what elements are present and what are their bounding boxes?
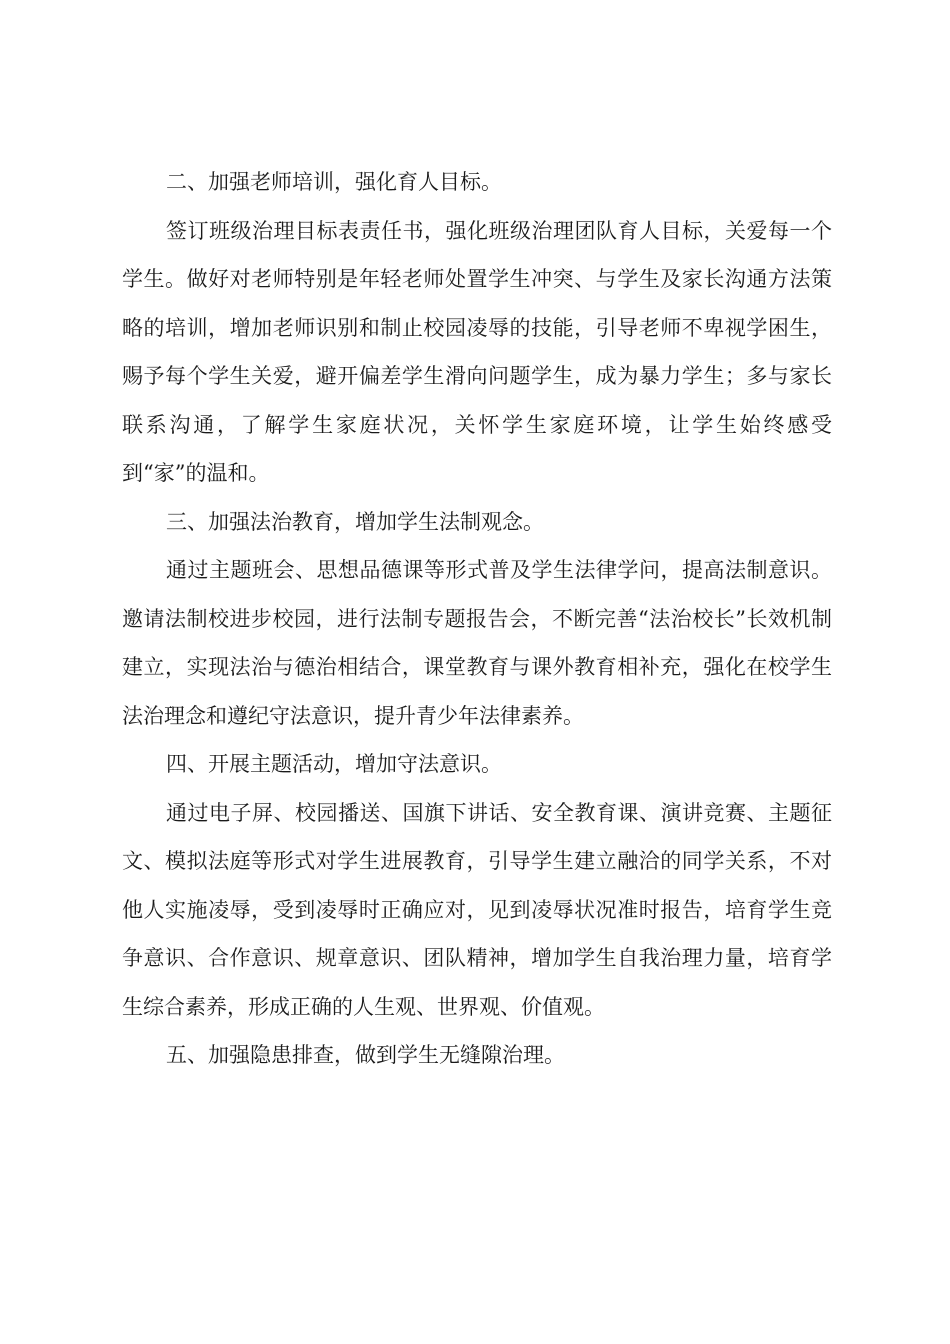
section-heading-2: 二、加强老师培训，强化育人目标。	[166, 170, 502, 194]
section-paragraph-3: 通过主题班会、思想品德课等形式普及学生法律学问，提高法制意识。邀请法制校进步校园，进行法制专题报告会，不断完善“法治校长”长效机制建立，实现法治与德治相结合，课堂教育与课外教育相补充，强化在校学生法治理念和遵纪守法意识，提升青少年法律素养。	[122, 558, 832, 728]
section-heading-3: 三、加强法治教育，增加学生法制观念。	[166, 509, 544, 534]
section-heading-4: 四、开展主题活动，增加守法意识。	[166, 752, 502, 776]
document-body	[122, 158, 832, 1080]
section-heading-5: 五、加强隐患排查，做到学生无缝隙治理。	[166, 1043, 565, 1067]
section-paragraph-2: 签订班级治理目标表责任书，强化班级治理团队育人目标，关爱每一个学生。做好对老师特别是年轻老师处置学生冲突、与学生及家长沟通方法策略的培训，增加老师识别和制止校园凌辱的技能，引导老师不卑视学困生，赐予每个学生关爱，避开偏差学生滑向问题学生，成为暴力学生；多与家长联系沟通，了解学生家庭状况，关怀学生家庭环境，让学生始终感受到“家”的温和。	[122, 218, 832, 485]
section-paragraph-4: 通过电子屏、校园播送、国旗下讲话、安全教育课、演讲竞赛、主题征文、模拟法庭等形式对学生进展教育，引导学生建立融洽的同学关系，不对他人实施凌辱，受到凌辱时正确应对，见到凌辱状况准时报告，培育学生竞争意识、合作意识、规章意识、团队精神，增加学生自我治理力量，培育学生综合素养，形成正确的人生观、世界观、价值观。	[122, 800, 832, 1019]
